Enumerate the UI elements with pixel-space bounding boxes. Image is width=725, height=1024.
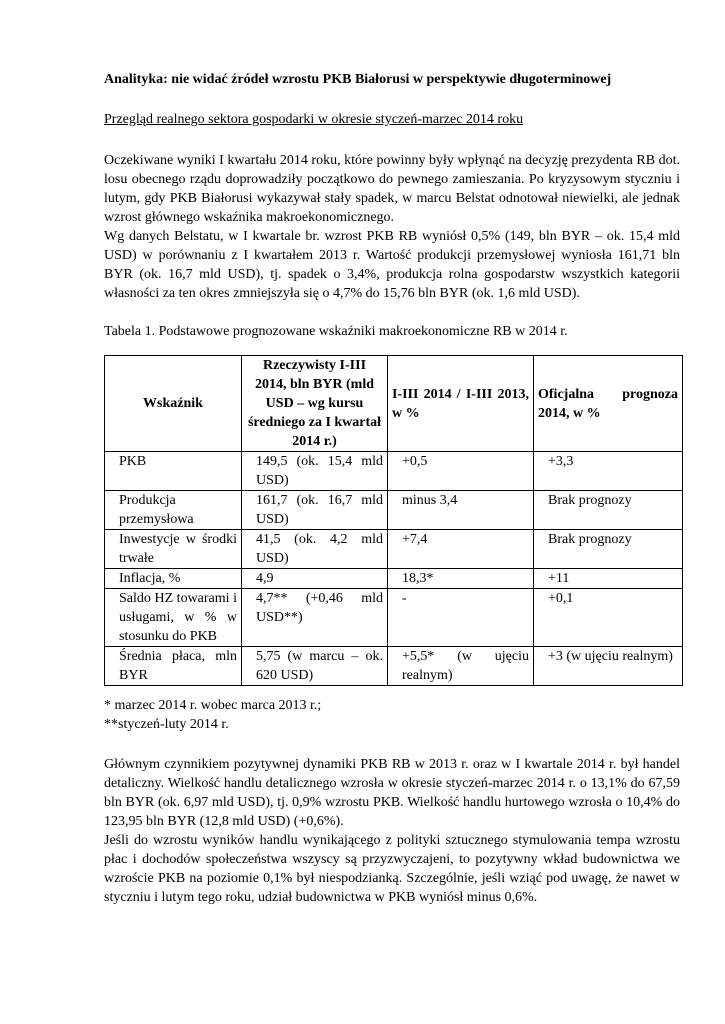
table-row [105,589,683,647]
analysis-block [104,755,680,907]
cell-change: 18,3* [388,569,534,589]
header-change: I-III 2014 / I-III 2013, w % [388,356,534,452]
cell-forecast: +3,3 [534,452,683,491]
cell-change: minus 3,4 [388,491,534,530]
document-page [104,70,680,907]
cell-change: +5,5* (w ujęciu realnym) [388,647,534,686]
indicators-table [104,355,683,686]
cell-actual: 149,5 (ok. 15,4 mld USD) [242,452,388,491]
table-row [105,491,683,530]
note-2: **styczeń-luty 2014 r. [104,717,229,732]
cell-forecast: Brak prognozy [534,491,683,530]
table-caption: Tabela 1. Podstawowe prognozowane wskaźniki makroekonomiczne RB w 2014 r. [104,324,568,339]
header-actual: Rzeczywisty I-III 2014, bln BYR (mld USD – wg kursu średniego za I kwartał 2014 r.) [242,356,388,452]
table-row [105,569,683,589]
cell-indicator: Saldo HZ towarami i usługami, w % w stosunku do PKB [105,589,242,647]
header-forecast: Oficjalna prognoza 2014, w % [534,356,683,452]
section-subtitle: Przegląd realnego sektora gospodarki w okresie styczeń-marzec 2014 roku [104,112,524,127]
paragraph-4: Jeśli do wzrostu wyników handlu wynikającego z polityki sztucznego stymulowania tempa wzrostu płac i dochodów społeczeństwa wszyscy są przyzwyczajeni, to pozytywny wkład budownictwa we wzroście PKB na poziomie 0,1% był niespodzianką. Szczególnie, jeśli wziąć pod uwagę, że nawet w styczniu i lutym tego roku, udział budownictwa w PKB wyniósł minus 0,6%. [104,833,680,905]
document-title: Analityka: nie widać źródeł wzrostu PKB Białorusi w perspektywie długoterminowej [104,72,612,87]
table-header-row [105,356,683,452]
cell-indicator: Inflacja, % [105,569,242,589]
note-1: * marzec 2014 r. wobec marca 2013 r.; [104,698,322,713]
cell-actual: 161,7 (ok. 16,7 mld USD) [242,491,388,530]
cell-indicator: Produkcja przemysłowa [105,491,242,530]
cell-actual: 4,7** (+0,46 mld USD**) [242,589,388,647]
paragraph-3: Głównym czynnikiem pozytywnej dynamiki PKB RB w 2013 r. oraz w I kwartale 2014 r. był handel detaliczny. Wielkość handlu detalicznego wzrosła w okresie styczeń-marzec 2014 r. o 13,1% do 67,59 bln BYR (ok. 6,97 mld USD), tj. 0,9% wzrostu PKB. Wielkość handlu hurtowego wzrosła o 10,4% do 123,95 bln BYR (12,8 mld USD) (+0,6%). [104,757,680,829]
table-row [105,452,683,491]
cell-actual: 41,5 (ok. 4,2 mld USD) [242,530,388,569]
cell-indicator: Inwestycje w środki trwałe [105,530,242,569]
cell-indicator: PKB [105,452,242,491]
cell-change: - [388,589,534,647]
cell-actual: 5,75 (w marcu – ok. 620 USD) [242,647,388,686]
intro-block [104,151,680,303]
table-row [105,530,683,569]
cell-forecast: +0,1 [534,589,683,647]
cell-forecast: Brak prognozy [534,530,683,569]
table-notes [104,696,680,734]
cell-change: +0,5 [388,452,534,491]
cell-change: +7,4 [388,530,534,569]
cell-indicator: Średnia płaca, mln BYR [105,647,242,686]
paragraph-2: Wg danych Belstatu, w I kwartale br. wzrost PKB RB wyniósł 0,5% (149, bln BYR – ok. 15,4 mld USD) w porównaniu z I kwartałem 2013 r. Wartość produkcji przemysłowej wyniosła 161,71 bln BYR (ok. 16,7 mld USD), tj. spadek o 3,4%, produkcja rolna gospodarstw wszystkich kategorii własności za ten okres zmniejszyła się o 4,7% do 15,76 bln BYR (ok. 1,6 mld USD). [104,229,680,301]
cell-forecast: +11 [534,569,683,589]
cell-actual: 4,9 [242,569,388,589]
header-indicator: Wskaźnik [105,356,242,452]
paragraph-1: Oczekiwane wyniki I kwartału 2014 roku, które powinny były wpłynąć na decyzję prezydenta RB dot. losu obecnego rządu doprowadziły początkowo do pewnego zamieszania. Po kryzysowym styczniu i lutym, gdy PKB Białorusi wykazywał stały spadek, w marcu Belstat odnotował niewielki, ale jednak wzrost głównego wskaźnika makroekonomicznego. [104,153,680,225]
table-row [105,647,683,686]
cell-forecast: +3 (w ujęciu realnym) [534,647,683,686]
